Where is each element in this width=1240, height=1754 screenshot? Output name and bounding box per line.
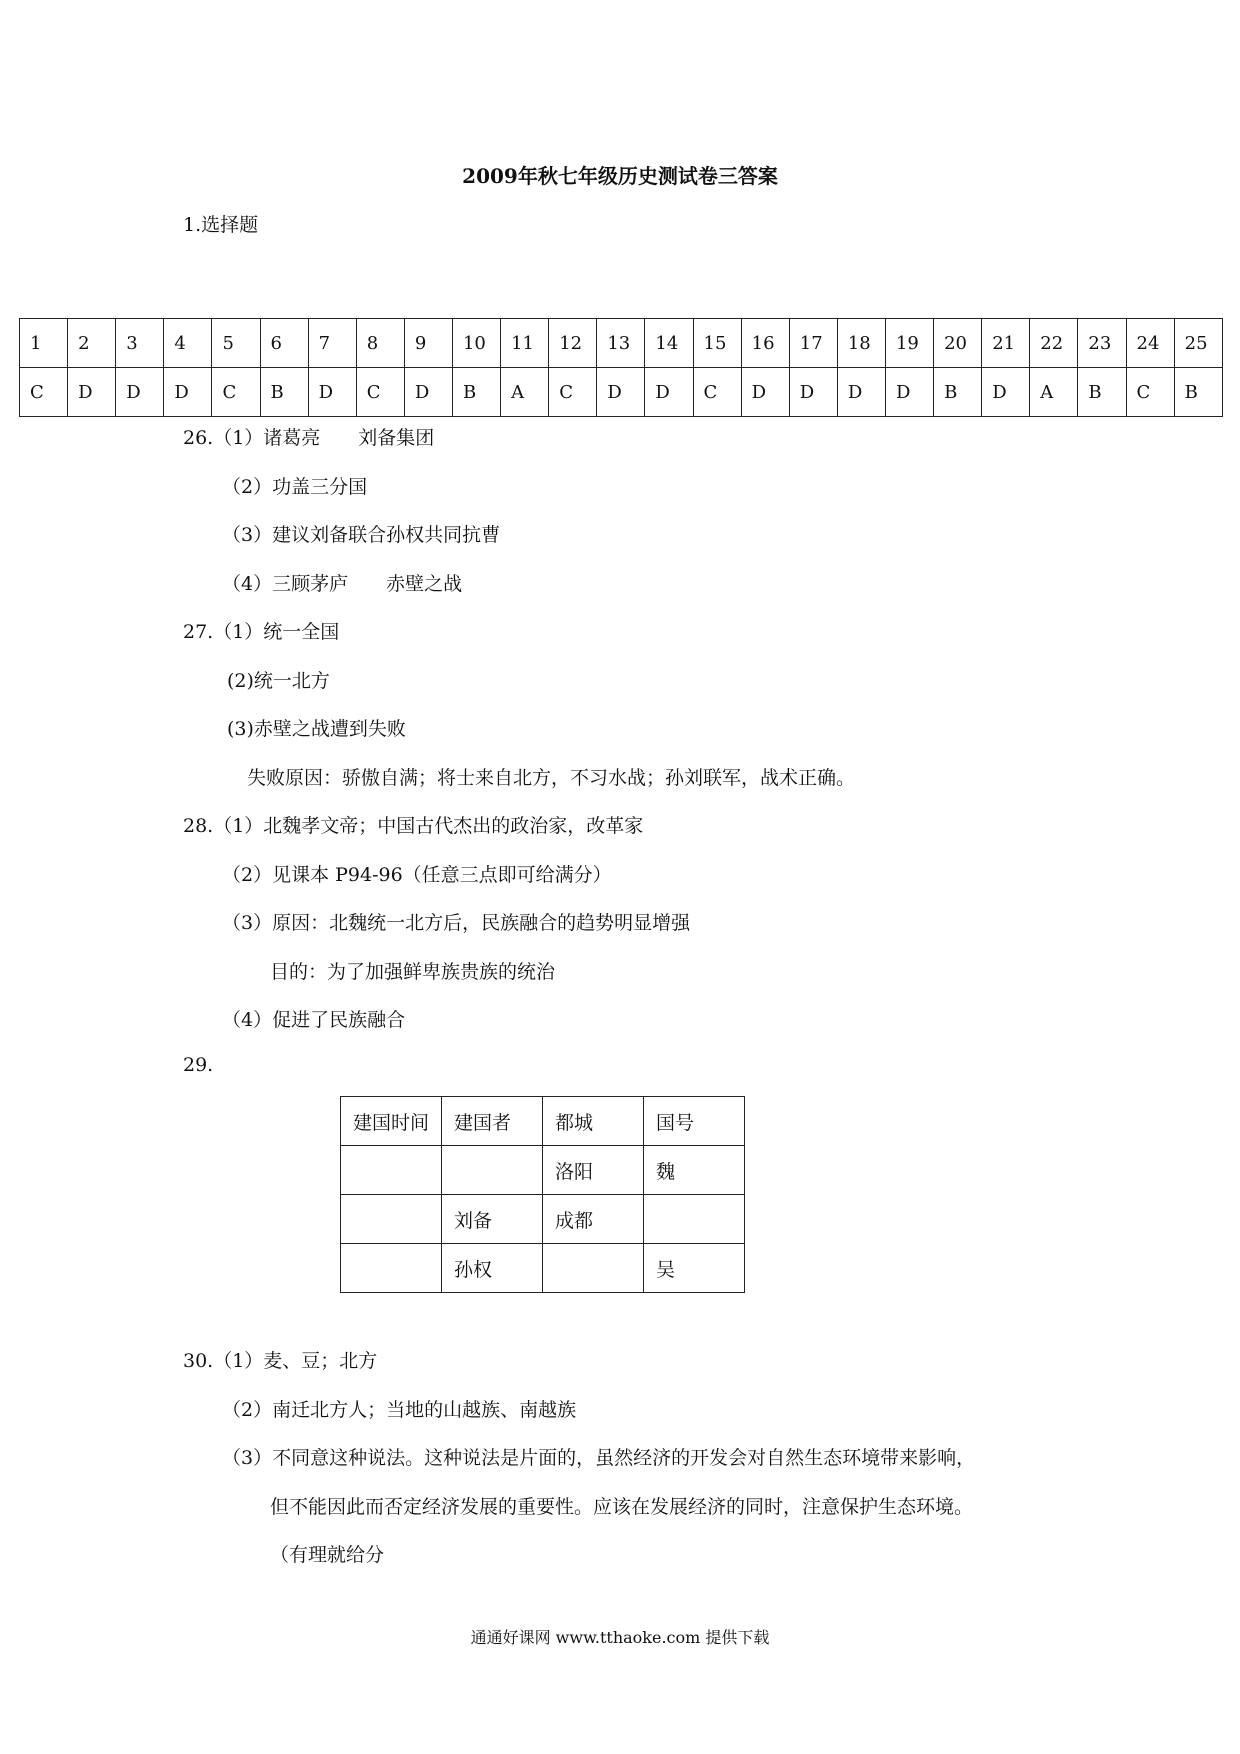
q29-label: 29. <box>183 1054 214 1076</box>
answer-cell: D <box>597 368 645 417</box>
question-number-cell: 22 <box>1030 319 1078 368</box>
question-number-cell: 17 <box>789 319 837 368</box>
cell <box>543 1244 644 1293</box>
answer-cell: D <box>68 368 116 417</box>
page-title: 2009年秋七年级历史测试卷三答案 <box>462 164 778 188</box>
answer-cell: B <box>1174 368 1222 417</box>
question-number-cell: 9 <box>404 319 452 368</box>
question-number-cell: 11 <box>501 319 549 368</box>
cell <box>341 1195 442 1244</box>
answer-cell: D <box>645 368 693 417</box>
q30-line-4: 但不能因此而否定经济发展的重要性。应该在发展经济的同时，注意保护生态环境。 <box>270 1496 974 1518</box>
question-number-cell: 13 <box>597 319 645 368</box>
q28-line-5: （4）促进了民族融合 <box>222 1009 406 1031</box>
question-number-cell: 4 <box>164 319 212 368</box>
answer-cell: D <box>789 368 837 417</box>
answer-row <box>20 368 1223 417</box>
q27-line-1: 27.（1）统一全国 <box>183 621 340 643</box>
cell <box>442 1146 543 1195</box>
answer-cell: D <box>164 368 212 417</box>
cell <box>644 1195 745 1244</box>
choice-answer-table <box>19 318 1223 417</box>
q27-line-2: (2)统一北方 <box>227 670 330 692</box>
answer-cell: D <box>308 368 356 417</box>
q27-line-4: 失败原因：骄傲自满；将士来自北方，不习水战；孙刘联军，战术正确。 <box>247 767 856 789</box>
answer-cell: B <box>1078 368 1126 417</box>
question-number-cell: 20 <box>934 319 982 368</box>
q28-line-2: （2）见课本 P94-96（任意三点即可给满分） <box>222 864 612 886</box>
question-number-cell: 14 <box>645 319 693 368</box>
cell <box>341 1244 442 1293</box>
cell <box>341 1146 442 1195</box>
cell: 洛阳 <box>543 1146 644 1195</box>
answer-cell: B <box>260 368 308 417</box>
dynasty-header-row <box>341 1097 745 1146</box>
question-number-cell: 7 <box>308 319 356 368</box>
question-number-cell: 1 <box>20 319 68 368</box>
section-label-choice: 1.选择题 <box>183 214 259 236</box>
question-number-cell: 21 <box>982 319 1030 368</box>
answer-cell: C <box>212 368 260 417</box>
cell: 刘备 <box>442 1195 543 1244</box>
cell: 孙权 <box>442 1244 543 1293</box>
answer-cell: B <box>934 368 982 417</box>
footer-credit: 通通好课网 www.tthaoke.com 提供下载 <box>470 1628 770 1647</box>
question-number-cell: 15 <box>693 319 741 368</box>
question-number-cell: 23 <box>1078 319 1126 368</box>
q28-line-1: 28.（1）北魏孝文帝；中国古代杰出的政治家，改革家 <box>183 815 644 837</box>
question-number-cell: 10 <box>452 319 500 368</box>
q28-line-3: （3）原因：北魏统一北方后，民族融合的趋势明显增强 <box>222 912 691 934</box>
question-number-cell: 3 <box>116 319 164 368</box>
header-cell: 国号 <box>644 1097 745 1146</box>
cell: 吴 <box>644 1244 745 1293</box>
question-number-cell: 24 <box>1126 319 1174 368</box>
answer-cell: D <box>741 368 789 417</box>
q26-line-2: （2）功盖三分国 <box>222 476 368 498</box>
answer-cell: D <box>404 368 452 417</box>
q30-line-2: （2）南迁北方人；当地的山越族、南越族 <box>222 1399 577 1421</box>
q26-line-1: 26.（1）诸葛亮 刘备集团 <box>183 427 435 449</box>
header-cell: 建国时间 <box>341 1097 442 1146</box>
q30-line-5: （有理就给分 <box>270 1544 385 1566</box>
q30-line-3: （3）不同意这种说法。这种说法是片面的，虽然经济的开发会对自然生态环境带来影响， <box>222 1447 976 1469</box>
question-number-cell: 5 <box>212 319 260 368</box>
answer-cell: C <box>693 368 741 417</box>
q26-line-4: （4）三顾茅庐 赤壁之战 <box>222 573 463 595</box>
answer-cell: D <box>885 368 933 417</box>
q26-line-3: （3）建议刘备联合孙权共同抗曹 <box>222 524 501 546</box>
cell: 魏 <box>644 1146 745 1195</box>
answer-cell: B <box>452 368 500 417</box>
answer-cell: D <box>116 368 164 417</box>
question-number-cell: 12 <box>549 319 597 368</box>
number-row <box>20 319 1223 368</box>
cell: 成都 <box>543 1195 644 1244</box>
answer-cell: D <box>982 368 1030 417</box>
question-number-cell: 6 <box>260 319 308 368</box>
dynasty-table <box>340 1096 745 1293</box>
dynasty-row <box>341 1195 745 1244</box>
q30-line-1: 30.（1）麦、豆；北方 <box>183 1350 378 1372</box>
header-cell: 建国者 <box>442 1097 543 1146</box>
answer-cell: C <box>549 368 597 417</box>
q28-line-4: 目的：为了加强鲜卑族贵族的统治 <box>270 961 556 983</box>
dynasty-row <box>341 1244 745 1293</box>
answer-cell: D <box>837 368 885 417</box>
question-number-cell: 2 <box>68 319 116 368</box>
question-number-cell: 19 <box>885 319 933 368</box>
header-cell: 都城 <box>543 1097 644 1146</box>
question-number-cell: 25 <box>1174 319 1222 368</box>
answer-cell: C <box>356 368 404 417</box>
answer-cell: C <box>20 368 68 417</box>
question-number-cell: 16 <box>741 319 789 368</box>
question-number-cell: 18 <box>837 319 885 368</box>
answer-cell: C <box>1126 368 1174 417</box>
q27-line-3: (3)赤壁之战遭到失败 <box>227 718 406 740</box>
answer-cell: A <box>1030 368 1078 417</box>
answer-cell: A <box>501 368 549 417</box>
question-number-cell: 8 <box>356 319 404 368</box>
dynasty-row <box>341 1146 745 1195</box>
